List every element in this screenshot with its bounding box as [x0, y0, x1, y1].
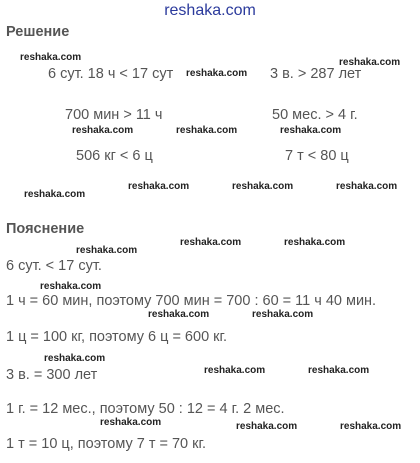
watermark: reshaka.com — [20, 52, 82, 63]
explanation-line-1: 6 сут. < 17 сут. — [6, 258, 102, 274]
explanation-line-2: 1 ч = 60 мин, поэтому 700 мин = 700 : 60 = 11 ч 40 мин. — [6, 293, 377, 309]
solution-item-4: 50 мес. > 4 г. — [272, 107, 358, 123]
watermark: reshaka.com — [284, 237, 346, 248]
solution-item-5: 506 кг < 6 ц — [76, 148, 153, 164]
watermark: reshaka.com — [308, 365, 370, 376]
watermark: reshaka.com — [252, 309, 314, 320]
watermark: reshaka.com — [186, 68, 248, 79]
explanation-line-4: 3 в. = 300 лет — [6, 367, 98, 383]
watermark: reshaka.com — [280, 125, 342, 136]
watermark: reshaka.com — [180, 237, 242, 248]
watermark: reshaka.com — [148, 309, 210, 320]
site-title[interactable]: reshaka.com — [164, 2, 256, 19]
explanation-heading: Пояснение — [6, 221, 85, 237]
watermark: reshaka.com — [236, 421, 298, 432]
watermark: reshaka.com — [44, 353, 106, 364]
solution-item-6: 7 т < 80 ц — [285, 148, 349, 164]
watermark: reshaka.com — [100, 417, 162, 428]
watermark: reshaka.com — [76, 245, 138, 256]
watermark: reshaka.com — [72, 125, 134, 136]
solution-item-1: 6 сут. 18 ч < 17 сут — [48, 66, 174, 82]
watermark: reshaka.com — [232, 181, 294, 192]
watermark: reshaka.com — [128, 181, 190, 192]
watermark: reshaka.com — [24, 189, 86, 200]
watermark: reshaka.com — [336, 181, 398, 192]
watermark: reshaka.com — [176, 125, 238, 136]
watermark: reshaka.com — [339, 57, 401, 68]
explanation-line-5: 1 г. = 12 мес., поэтому 50 : 12 = 4 г. 2 мес. — [6, 401, 285, 417]
explanation-line-6: 1 т = 10 ц, поэтому 7 т = 70 кг. — [6, 436, 207, 452]
solution-item-2: 3 в. > 287 лет — [270, 66, 362, 82]
solution-item-3: 700 мин > 11 ч — [65, 107, 163, 123]
explanation-line-3: 1 ц = 100 кг, поэтому 6 ц = 600 кг. — [6, 329, 228, 345]
watermark: reshaka.com — [40, 281, 102, 292]
watermark: reshaka.com — [340, 421, 402, 432]
solution-heading: Решение — [6, 24, 70, 40]
watermark: reshaka.com — [204, 365, 266, 376]
